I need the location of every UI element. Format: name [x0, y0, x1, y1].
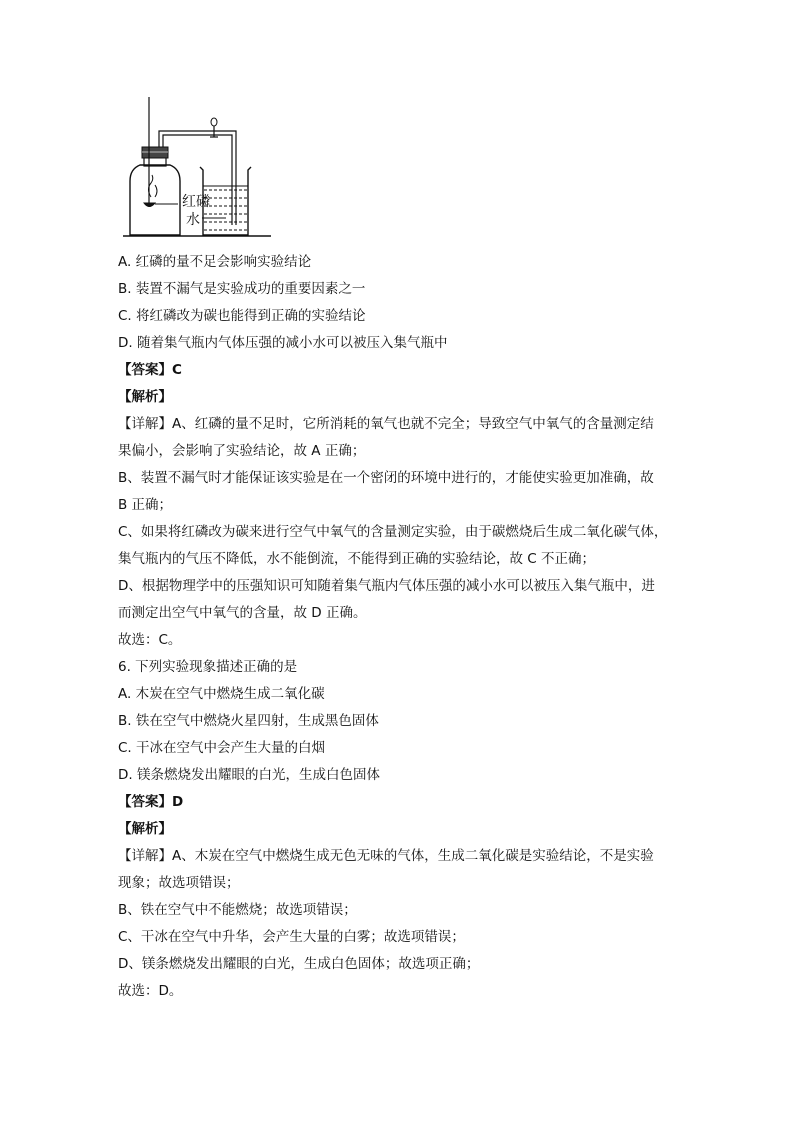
- q6-explanation-line: B、铁在空气中不能燃烧；故选项错误；: [118, 902, 357, 918]
- q5-option-d: D. 随着集气瓶内气体压强的减小水可以被压入集气瓶中: [118, 335, 448, 351]
- label-water: 水: [186, 212, 200, 228]
- q5-answer: 【答案】C: [118, 362, 182, 378]
- q6-option-b: B. 铁在空气中燃烧火星四射，生成黑色固体: [118, 713, 379, 729]
- q5-option-a: A. 红磷的量不足会影响实验结论: [118, 254, 312, 270]
- document-body: [118, 249, 678, 1005]
- q5-final-answer: 故选：C。: [118, 632, 182, 648]
- q6-option-a: A. 木炭在空气中燃烧生成二氧化碳: [118, 686, 325, 702]
- q5-explanation-line: 集气瓶内的气压不降低，水不能倒流，不能得到正确的实验结论，故 C 不正确；: [118, 551, 596, 567]
- q5-explanation-line: 果偏小，会影响了实验结论，故 A 正确；: [118, 443, 366, 459]
- q5-explanation-line: 【详解】A、红磷的量不足时，它所消耗的氧气也就不完全；导致空气中氧气的含量测定结: [118, 416, 654, 432]
- q5-analysis-heading: 【解析】: [118, 389, 172, 405]
- q6-analysis-heading: 【解析】: [118, 821, 172, 837]
- q6-explanation-line: 【详解】A、木炭在空气中燃烧生成无色无味的气体，生成二氧化碳是实验结论，不是实验: [118, 848, 654, 864]
- q6-final-answer: 故选：D。: [118, 983, 183, 999]
- q5-explanation-line: 而测定出空气中氧气的含量，故 D 正确。: [118, 605, 367, 621]
- q5-explanation-line: D、根据物理学中的压强知识可知随着集气瓶内气体压强的减小水可以被压入集气瓶中，进: [118, 578, 655, 594]
- q5-explanation-line: B 正确；: [118, 497, 173, 513]
- q5-explanation-line: C、如果将红磷改为碳来进行空气中氧气的含量测定实验，由于碳燃烧后生成二氧化碳气体，: [118, 524, 668, 540]
- q6-explanation-line: D、镁条燃烧发出耀眼的白光，生成白色固体；故选项正确；: [118, 956, 480, 972]
- q6-stem: 6. 下列实验现象描述正确的是: [118, 659, 298, 675]
- q6-explanation-line: C、干冰在空气中升华，会产生大量的白雾；故选项错误；: [118, 929, 465, 945]
- q5-option-b: B. 装置不漏气是实验成功的重要因素之一: [118, 281, 366, 297]
- q5-option-c: C. 将红磷改为碳也能得到正确的实验结论: [118, 308, 366, 324]
- apparatus-figure: [118, 97, 278, 240]
- q5-explanation-line: B、装置不漏气时才能保证该实验是在一个密闭的环境中进行的，才能使实验更加准确，故: [118, 470, 654, 486]
- label-red-phosphorus: 红磷: [182, 194, 210, 210]
- q6-option-d: D. 镁条燃烧发出耀眼的白光，生成白色固体: [118, 767, 380, 783]
- q6-option-c: C. 干冰在空气中会产生大量的白烟: [118, 740, 326, 756]
- q6-answer: 【答案】D: [118, 794, 184, 810]
- q6-explanation-line: 现象；故选项错误；: [118, 875, 240, 891]
